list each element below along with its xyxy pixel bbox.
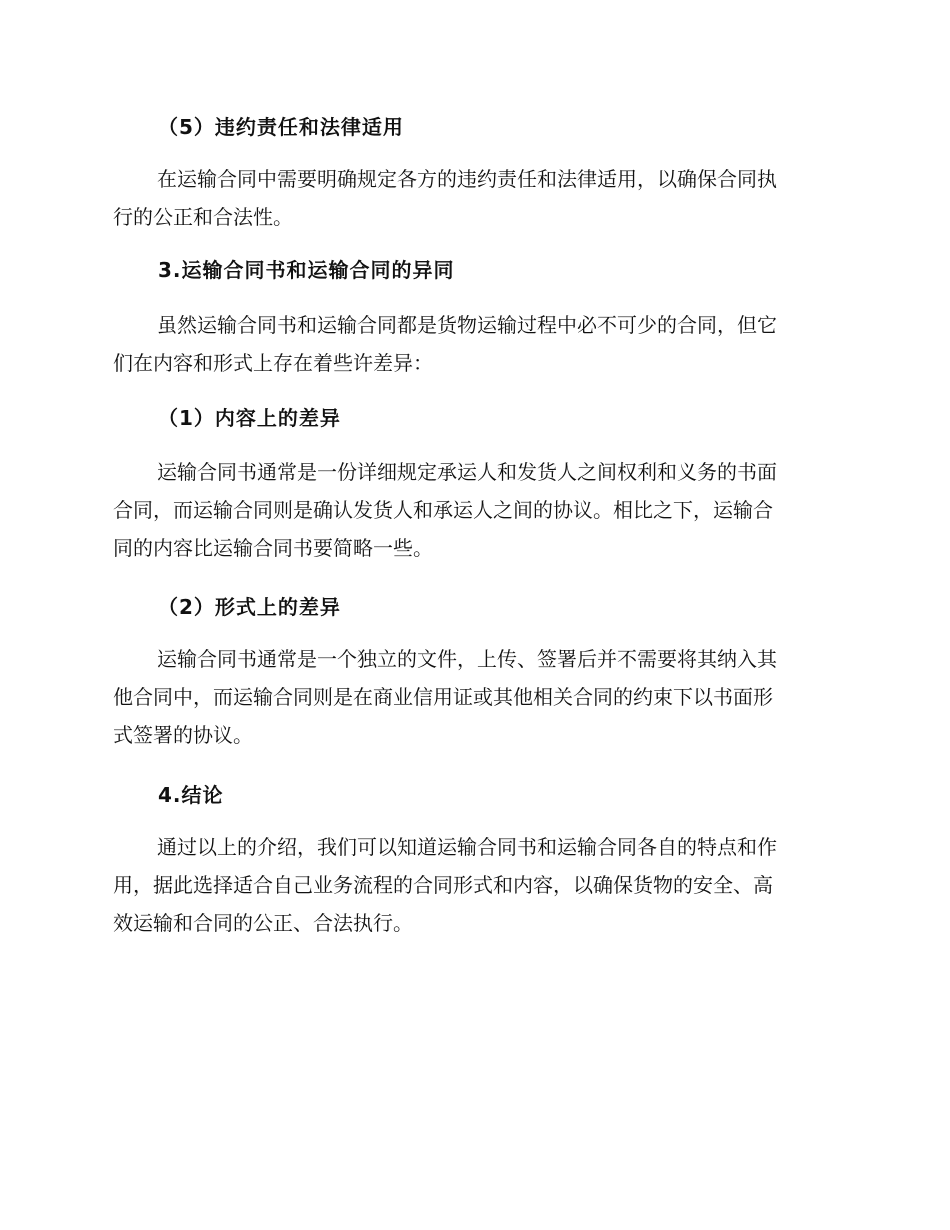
paragraph-line: 运输合同书通常是一份详细规定承运人和发货人之间权利和义务的书面 bbox=[157, 460, 777, 484]
section-heading-breach-liability: （5）违约责任和法律适用 bbox=[158, 115, 404, 139]
section-paragraph-conclusion bbox=[113, 828, 833, 942]
paragraph-line: 通过以上的介绍，我们可以知道运输合同书和运输合同各自的特点和作 bbox=[157, 835, 777, 859]
paragraph-line: 在运输合同中需要明确规定各方的违约责任和法律适用，以确保合同执 bbox=[157, 167, 777, 191]
section-paragraph-form-differences bbox=[113, 640, 833, 754]
paragraph-line: 用，据此选择适合自己业务流程的合同形式和内容，以确保货物的安全、高 bbox=[113, 873, 773, 897]
paragraph-line: 效运输和合同的公正、合法执行。 bbox=[113, 911, 413, 935]
paragraph-line: 行的公正和合法性。 bbox=[113, 205, 293, 229]
section-paragraph-content-differences bbox=[113, 453, 833, 567]
section-heading-content-differences: （1）内容上的差异 bbox=[158, 406, 341, 430]
paragraph-line: 们在内容和形式上存在着些许差异： bbox=[113, 351, 433, 375]
section-paragraph-similarities-differences bbox=[113, 306, 833, 382]
paragraph-line: 式签署的协议。 bbox=[113, 723, 253, 747]
section-heading-form-differences: （2）形式上的差异 bbox=[158, 595, 341, 619]
paragraph-line: 同的内容比运输合同书要简略一些。 bbox=[113, 536, 433, 560]
section-paragraph-breach-liability bbox=[113, 160, 833, 236]
paragraph-line: 他合同中，而运输合同则是在商业信用证或其他相关合同的约束下以书面形 bbox=[113, 685, 773, 709]
section-heading-conclusion: 4.结论 bbox=[158, 783, 224, 807]
paragraph-line: 运输合同书通常是一个独立的文件，上传、签署后并不需要将其纳入其 bbox=[157, 647, 777, 671]
section-heading-similarities-differences: 3.运输合同书和运输合同的异同 bbox=[158, 258, 455, 282]
paragraph-line: 合同，而运输合同则是确认发货人和承运人之间的协议。相比之下，运输合 bbox=[113, 498, 773, 522]
paragraph-line: 虽然运输合同书和运输合同都是货物运输过程中必不可少的合同，但它 bbox=[157, 313, 777, 337]
